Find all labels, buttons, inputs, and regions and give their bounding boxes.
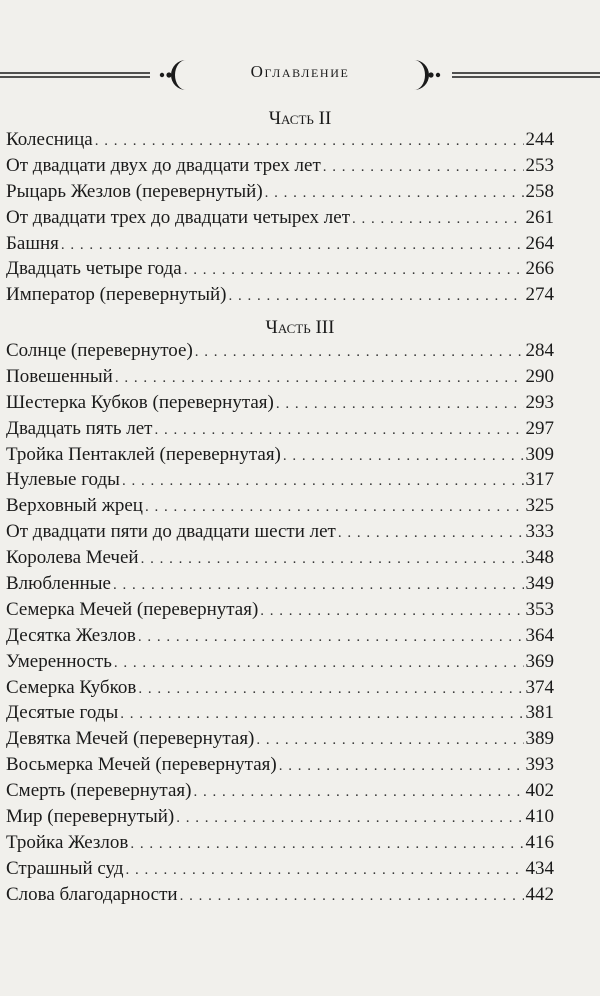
- dot-leader: [130, 832, 523, 858]
- toc-entry[interactable]: [6, 726, 554, 752]
- entry-title: Повешенный: [6, 365, 113, 387]
- entry-title: Тройка Жезлов: [6, 831, 129, 853]
- dot-leader: [228, 284, 523, 310]
- entry-page: 284: [525, 340, 554, 361]
- entry-page: 274: [525, 284, 554, 306]
- entry-page: 393: [525, 754, 554, 776]
- entry-title: Башня: [6, 232, 59, 254]
- entry-title: Семерка Мечей (перевернутая): [6, 598, 259, 620]
- toc-entry[interactable]: [6, 179, 554, 205]
- dot-leader: [176, 806, 523, 832]
- toc-entry[interactable]: [6, 338, 554, 364]
- entry-page: 389: [525, 728, 554, 750]
- dot-leader: [180, 884, 524, 910]
- entry-title: Рыцарь Жезлов (перевернутый): [6, 180, 263, 202]
- entry-title: Тройка Пентаклей (перевернутая): [6, 443, 281, 465]
- entry-title: От двадцати трех до двадцати четырех лет: [6, 206, 351, 228]
- entry-page: 293: [525, 391, 554, 413]
- entry-page: 261: [525, 206, 554, 228]
- dot-leader: [260, 599, 523, 625]
- entry-title: Восьмерка Мечей (перевернутая): [6, 754, 277, 776]
- dot-leader: [184, 258, 524, 284]
- dot-leader: [122, 469, 524, 495]
- toc-entry[interactable]: [6, 649, 554, 675]
- toc-entry[interactable]: [6, 205, 554, 231]
- toc-entry[interactable]: [6, 804, 554, 830]
- entry-page: 381: [525, 702, 554, 724]
- entry-title: Мир (перевернутый): [6, 806, 175, 828]
- toc-entry[interactable]: [6, 390, 554, 416]
- entry-page: 297: [525, 417, 554, 439]
- entry-page: 264: [525, 232, 554, 254]
- dot-leader: [338, 521, 524, 547]
- toc-entry[interactable]: [6, 416, 554, 442]
- toc-entry[interactable]: [6, 830, 554, 856]
- toc-entry[interactable]: [6, 467, 554, 493]
- toc-entry[interactable]: [6, 675, 554, 701]
- toc-entry[interactable]: [6, 256, 554, 282]
- entry-title: Королева Мечей: [6, 547, 139, 569]
- dot-leader: [95, 129, 524, 155]
- dot-leader: [265, 181, 524, 207]
- entry-title: Нулевые годы: [6, 469, 120, 491]
- entry-title: Десятка Жезлов: [6, 624, 136, 646]
- dot-leader: [193, 780, 523, 806]
- entry-page: 416: [525, 831, 554, 853]
- toc-entry[interactable]: [6, 752, 554, 778]
- entry-page: 309: [525, 443, 554, 465]
- entry-page: 402: [525, 780, 554, 802]
- part-heading: Часть II: [268, 108, 332, 129]
- dot-leader: [138, 625, 524, 651]
- toc-entry[interactable]: [6, 231, 554, 257]
- entry-title: Семерка Кубков: [6, 676, 137, 698]
- contents-title: Оглавление: [250, 62, 350, 81]
- dot-leader: [279, 754, 524, 780]
- entry-title: От двадцати двух до двадцати трех лет: [6, 154, 321, 176]
- entry-page: 410: [525, 806, 554, 828]
- dot-leader: [114, 651, 524, 677]
- entry-page: 374: [525, 676, 554, 698]
- dot-leader: [120, 702, 523, 728]
- entry-page: 258: [525, 180, 554, 202]
- toc-entry[interactable]: [6, 545, 554, 571]
- dot-leader: [283, 444, 524, 470]
- entry-page: 353: [525, 598, 554, 620]
- entry-title: Смерть (перевернутая): [6, 780, 192, 802]
- entry-title: От двадцати пяти до двадцати шести лет: [6, 521, 336, 543]
- entry-page: 333: [525, 521, 554, 543]
- dot-leader: [113, 573, 524, 599]
- entry-page: 369: [525, 650, 554, 672]
- toc-entry[interactable]: [6, 364, 554, 390]
- entry-title: Умеренность: [6, 650, 112, 672]
- entry-page: 244: [525, 129, 554, 150]
- entry-page: 364: [525, 624, 554, 646]
- toc-entry[interactable]: [6, 153, 554, 179]
- dot-leader: [352, 207, 523, 233]
- toc-entry[interactable]: [6, 882, 554, 908]
- entry-title: Слова благодарности: [6, 883, 178, 905]
- entry-title: Девятка Мечей (перевернутая): [6, 728, 255, 750]
- toc-entry[interactable]: [6, 856, 554, 882]
- entry-page: 253: [525, 154, 554, 176]
- dot-leader: [154, 418, 523, 444]
- entry-title: Двадцать четыре года: [6, 258, 182, 280]
- entry-title: Влюбленные: [6, 573, 111, 595]
- toc-entry[interactable]: [6, 623, 554, 649]
- entry-title: Верховный жрец: [6, 495, 143, 517]
- toc-list-part-3: [6, 338, 554, 908]
- entry-page: 349: [525, 573, 554, 595]
- dot-leader: [276, 392, 524, 418]
- entry-title: Император (перевернутый): [6, 284, 227, 306]
- entry-title: Страшный суд: [6, 857, 124, 879]
- entry-page: 325: [525, 495, 554, 517]
- toc-entry[interactable]: [6, 282, 554, 308]
- entry-page: 442: [525, 883, 554, 905]
- entry-page: 317: [525, 469, 554, 491]
- toc-entry[interactable]: [6, 571, 554, 597]
- entry-page: 266: [525, 258, 554, 280]
- entry-page: 434: [525, 857, 554, 879]
- toc-entry[interactable]: [6, 442, 554, 468]
- entry-title: Двадцать пять лет: [6, 417, 153, 439]
- dot-leader: [323, 155, 524, 181]
- part-heading: Часть III: [265, 317, 335, 338]
- dot-leader: [256, 728, 523, 754]
- dot-leader: [141, 547, 524, 573]
- entry-title: Солнце (перевернутое): [6, 340, 193, 361]
- dot-leader: [195, 340, 524, 366]
- toc-entry[interactable]: [6, 778, 554, 804]
- toc-entry[interactable]: [6, 127, 554, 153]
- toc-entry[interactable]: [6, 597, 554, 623]
- contents-header: [0, 56, 600, 92]
- entry-title: Колесница: [6, 129, 93, 150]
- dot-leader: [61, 233, 524, 259]
- entry-title: Шестерка Кубков (перевернутая): [6, 391, 274, 413]
- dot-leader: [126, 858, 524, 884]
- entry-title: Десятые годы: [6, 702, 119, 724]
- toc-list-part-2: [6, 127, 554, 308]
- dot-leader: [138, 677, 523, 703]
- dot-leader: [145, 495, 524, 521]
- toc-entry[interactable]: [6, 700, 554, 726]
- entry-page: 290: [525, 365, 554, 387]
- toc-entry[interactable]: [6, 493, 554, 519]
- dot-leader: [115, 366, 524, 392]
- entry-page: 348: [525, 547, 554, 569]
- toc-entry[interactable]: [6, 519, 554, 545]
